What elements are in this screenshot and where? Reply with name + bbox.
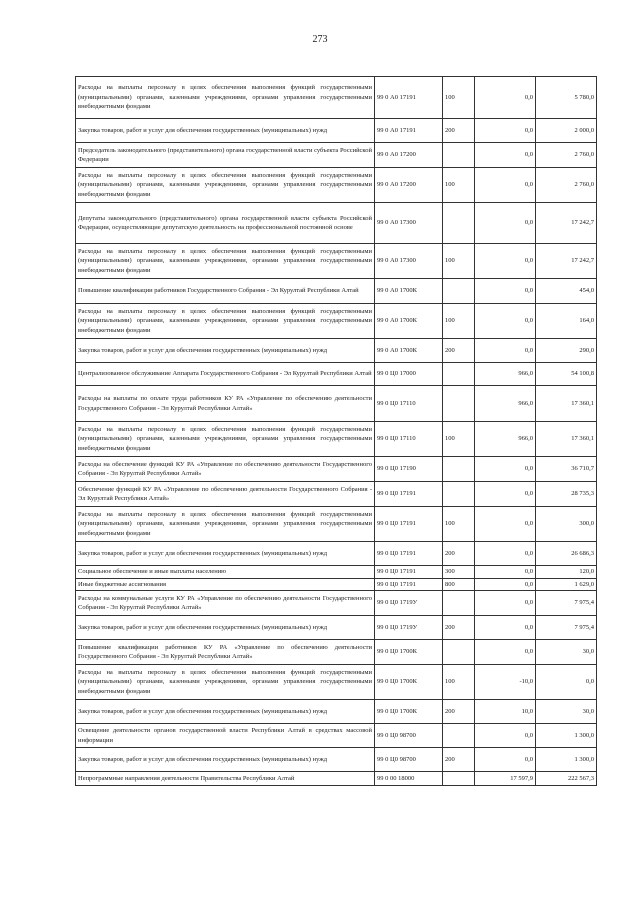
- target-code-cell: 99 0 Ц0 98700: [375, 724, 443, 748]
- expense-type-cell: 100: [443, 507, 475, 542]
- expense-name-cell: Централизованное обслуживание Аппарата Государственного Собрания - Эл Курултай Республики Алтай: [76, 363, 375, 386]
- expense-name-cell: Повышение квалификации работников Государственного Собрания - Эл Курултай Республики Алтай: [76, 279, 375, 304]
- change-amount-cell: 0,0: [475, 507, 536, 542]
- expense-type-cell: 100: [443, 168, 475, 203]
- expense-name-cell: Председатель законодательного (представительного) органа государственной власти субъекта Российской Федерации: [76, 143, 375, 168]
- total-amount-cell: 17 360,1: [536, 386, 597, 422]
- expense-name-cell: Иные бюджетные ассигнования: [76, 578, 375, 591]
- expense-type-cell: 100: [443, 422, 475, 457]
- target-code-cell: 99 0 Ц0 1719У: [375, 616, 443, 640]
- target-code-cell: 99 0 А0 17300: [375, 244, 443, 279]
- total-amount-cell: 2 000,0: [536, 119, 597, 143]
- target-code-cell: 99 0 Ц0 1700К: [375, 665, 443, 700]
- expense-type-cell: [443, 143, 475, 168]
- expense-name-cell: Расходы на обеспечение функций КУ РА «Управление по обеспечению деятельности Государственного Собрания - Эл Курултай Республики Алтай»: [76, 457, 375, 482]
- change-amount-cell: 0,0: [475, 339, 536, 363]
- expense-name-cell: Расходы на выплаты персоналу в целях обеспечения выполнения функций государственными (муниципальными) органами, казенными учреждениями, органами управления государственными внебюджетными фондами: [76, 244, 375, 279]
- expense-name-cell: Закупка товаров, работ и услуг для обеспечения государственных (муниципальных) нужд: [76, 616, 375, 640]
- expense-name-cell: Закупка товаров, работ и услуг для обеспечения государственных (муниципальных) нужд: [76, 119, 375, 143]
- change-amount-cell: 10,0: [475, 700, 536, 724]
- target-code-cell: 99 0 Ц0 1700К: [375, 640, 443, 665]
- target-code-cell: 99 0 Ц0 17190: [375, 457, 443, 482]
- total-amount-cell: 17 360,1: [536, 422, 597, 457]
- table-row: [76, 339, 597, 363]
- table-row: [76, 304, 597, 339]
- expense-name-cell: Непрограммные направления деятельности Правительства Республики Алтай: [76, 772, 375, 786]
- expense-type-cell: [443, 640, 475, 665]
- total-amount-cell: 30,0: [536, 700, 597, 724]
- table-row: [76, 482, 597, 507]
- total-amount-cell: 17 242,7: [536, 244, 597, 279]
- expense-type-cell: [443, 772, 475, 786]
- target-code-cell: 99 0 Ц0 17000: [375, 363, 443, 386]
- table-row: [76, 542, 597, 566]
- table-row: [76, 578, 597, 591]
- total-amount-cell: 36 710,7: [536, 457, 597, 482]
- expense-name-cell: Освещение деятельности органов государственной власти Республики Алтай в средствах массовой информации: [76, 724, 375, 748]
- expense-type-cell: [443, 279, 475, 304]
- expense-type-cell: 800: [443, 578, 475, 591]
- change-amount-cell: 0,0: [475, 482, 536, 507]
- expense-name-cell: Расходы на выплаты персоналу в целях обеспечения выполнения функций государственными (муниципальными) органами, казенными учреждениями, органами управления государственными внебюджетными фондами: [76, 304, 375, 339]
- table-row: [76, 665, 597, 700]
- change-amount-cell: 966,0: [475, 386, 536, 422]
- change-amount-cell: 0,0: [475, 119, 536, 143]
- change-amount-cell: 0,0: [475, 304, 536, 339]
- expense-type-cell: [443, 386, 475, 422]
- change-amount-cell: 0,0: [475, 457, 536, 482]
- expense-type-cell: [443, 482, 475, 507]
- target-code-cell: 99 0 Ц0 17191: [375, 542, 443, 566]
- change-amount-cell: 17 597,9: [475, 772, 536, 786]
- table-row: [76, 168, 597, 203]
- table-row: [76, 724, 597, 748]
- expense-name-cell: Закупка товаров, работ и услуг для обеспечения государственных (муниципальных) нужд: [76, 339, 375, 363]
- change-amount-cell: 0,0: [475, 578, 536, 591]
- expense-type-cell: 100: [443, 244, 475, 279]
- total-amount-cell: 0,0: [536, 665, 597, 700]
- table-row: [76, 386, 597, 422]
- expense-type-cell: 200: [443, 542, 475, 566]
- total-amount-cell: 120,0: [536, 566, 597, 579]
- expense-type-cell: 200: [443, 616, 475, 640]
- total-amount-cell: 7 975,4: [536, 591, 597, 616]
- target-code-cell: 99 0 А0 17200: [375, 168, 443, 203]
- total-amount-cell: 26 686,3: [536, 542, 597, 566]
- budget-table: [75, 76, 597, 786]
- change-amount-cell: 0,0: [475, 279, 536, 304]
- change-amount-cell: 0,0: [475, 168, 536, 203]
- table-row: [76, 640, 597, 665]
- total-amount-cell: 290,0: [536, 339, 597, 363]
- change-amount-cell: 0,0: [475, 616, 536, 640]
- expense-name-cell: Расходы на выплаты персоналу в целях обеспечения выполнения функций государственными (муниципальными) органами, казенными учреждениями, органами управления государственными внебюджетными фондами: [76, 665, 375, 700]
- change-amount-cell: 966,0: [475, 363, 536, 386]
- total-amount-cell: 2 760,0: [536, 143, 597, 168]
- expense-type-cell: 100: [443, 304, 475, 339]
- expense-name-cell: Закупка товаров, работ и услуг для обеспечения государственных (муниципальных) нужд: [76, 700, 375, 724]
- expense-name-cell: Расходы на выплаты персоналу в целях обеспечения выполнения функций государственными (муниципальными) органами, казенными учреждениями, органами управления государственными внебюджетными фондами: [76, 507, 375, 542]
- page-number: 273: [312, 34, 328, 45]
- expense-type-cell: 200: [443, 339, 475, 363]
- target-code-cell: 99 0 Ц0 17191: [375, 482, 443, 507]
- target-code-cell: 99 0 А0 17191: [375, 119, 443, 143]
- total-amount-cell: 1 300,0: [536, 748, 597, 772]
- expense-name-cell: Закупка товаров, работ и услуг для обеспечения государственных (муниципальных) нужд: [76, 748, 375, 772]
- target-code-cell: 99 0 Ц0 17191: [375, 566, 443, 579]
- target-code-cell: 99 0 Ц0 17110: [375, 422, 443, 457]
- expense-type-cell: 100: [443, 77, 475, 119]
- total-amount-cell: 7 975,4: [536, 616, 597, 640]
- table-row: [76, 591, 597, 616]
- table-row: [76, 748, 597, 772]
- expense-type-cell: 200: [443, 748, 475, 772]
- target-code-cell: 99 0 А0 17300: [375, 203, 443, 244]
- total-amount-cell: 300,0: [536, 507, 597, 542]
- target-code-cell: 99 0 Ц0 17110: [375, 386, 443, 422]
- expense-type-cell: [443, 203, 475, 244]
- table-row: [76, 119, 597, 143]
- expense-name-cell: Расходы на выплаты персоналу в целях обеспечения выполнения функций государственными (муниципальными) органами, казенными учреждениями, органами управления государственными внебюджетными фондами: [76, 422, 375, 457]
- total-amount-cell: 1 629,0: [536, 578, 597, 591]
- table-row: [76, 363, 597, 386]
- total-amount-cell: 454,0: [536, 279, 597, 304]
- table-row: [76, 457, 597, 482]
- change-amount-cell: 0,0: [475, 724, 536, 748]
- total-amount-cell: 222 567,3: [536, 772, 597, 786]
- table-row: [76, 279, 597, 304]
- change-amount-cell: 0,0: [475, 748, 536, 772]
- expense-name-cell: Обеспечение функций КУ РА «Управление по обеспечению деятельности Государственного Собрания - Эл Курултай Республики Алтай»: [76, 482, 375, 507]
- change-amount-cell: 0,0: [475, 203, 536, 244]
- change-amount-cell: 966,0: [475, 422, 536, 457]
- table-row: [76, 244, 597, 279]
- expense-type-cell: 100: [443, 665, 475, 700]
- expense-name-cell: Расходы на коммунальные услуги КУ РА «Управление по обеспечению деятельности Государственного Собрания - Эл Курултай Республики Алтай»: [76, 591, 375, 616]
- target-code-cell: 99 0 Ц0 1719У: [375, 591, 443, 616]
- expense-type-cell: [443, 363, 475, 386]
- table-row: [76, 566, 597, 579]
- table-row: [76, 422, 597, 457]
- expense-type-cell: 200: [443, 700, 475, 724]
- target-code-cell: 99 0 Ц0 17191: [375, 578, 443, 591]
- target-code-cell: 99 0 А0 17200: [375, 143, 443, 168]
- expense-type-cell: 200: [443, 119, 475, 143]
- target-code-cell: 99 0 Ц0 98700: [375, 748, 443, 772]
- table-row: [76, 143, 597, 168]
- total-amount-cell: 164,0: [536, 304, 597, 339]
- target-code-cell: 99 0 Ц0 17191: [375, 507, 443, 542]
- target-code-cell: 99 0 А0 1700К: [375, 339, 443, 363]
- target-code-cell: 99 0 А0 17191: [375, 77, 443, 119]
- expense-name-cell: Расходы на выплаты персоналу в целях обеспечения выполнения функций государственными (муниципальными) органами, казенными учреждениями, органами управления государственными внебюджетными фондами: [76, 77, 375, 119]
- target-code-cell: 99 0 Ц0 1700К: [375, 700, 443, 724]
- target-code-cell: 99 0 А0 1700К: [375, 304, 443, 339]
- total-amount-cell: 5 780,0: [536, 77, 597, 119]
- total-amount-cell: 30,0: [536, 640, 597, 665]
- expense-type-cell: [443, 591, 475, 616]
- total-amount-cell: 54 100,8: [536, 363, 597, 386]
- table-row: [76, 772, 597, 786]
- total-amount-cell: 28 735,3: [536, 482, 597, 507]
- target-code-cell: 99 0 А0 1700К: [375, 279, 443, 304]
- expense-name-cell: Депутаты законодательного (представительного) органа государственной власти субъекта Российской Федерации, осуществляющие депутатскую деятельность на профессиональной постоянной основе: [76, 203, 375, 244]
- expense-type-cell: [443, 457, 475, 482]
- target-code-cell: 99 0 00 18000: [375, 772, 443, 786]
- change-amount-cell: -10,0: [475, 665, 536, 700]
- change-amount-cell: 0,0: [475, 566, 536, 579]
- change-amount-cell: 0,0: [475, 542, 536, 566]
- total-amount-cell: 1 300,0: [536, 724, 597, 748]
- change-amount-cell: 0,0: [475, 640, 536, 665]
- table-row: [76, 77, 597, 119]
- expense-type-cell: [443, 724, 475, 748]
- expense-name-cell: Повышение квалификации работников КУ РА «Управление по обеспечению деятельности Государственного Собрания - Эл Курултай Республики Алтай»: [76, 640, 375, 665]
- change-amount-cell: 0,0: [475, 591, 536, 616]
- table-row: [76, 203, 597, 244]
- change-amount-cell: 0,0: [475, 143, 536, 168]
- change-amount-cell: 0,0: [475, 77, 536, 119]
- expense-type-cell: 300: [443, 566, 475, 579]
- budget-table-body: [76, 77, 597, 786]
- table-row: [76, 616, 597, 640]
- change-amount-cell: 0,0: [475, 244, 536, 279]
- total-amount-cell: 17 242,7: [536, 203, 597, 244]
- expense-name-cell: Социальное обеспечение и иные выплаты населению: [76, 566, 375, 579]
- table-row: [76, 700, 597, 724]
- expense-name-cell: Закупка товаров, работ и услуг для обеспечения государственных (муниципальных) нужд: [76, 542, 375, 566]
- expense-name-cell: Расходы на выплаты персоналу в целях обеспечения выполнения функций государственными (муниципальными) органами, казенными учреждениями, органами управления государственными внебюджетными фондами: [76, 168, 375, 203]
- expense-name-cell: Расходы на выплаты по оплате труда работников КУ РА «Управление по обеспечению деятельности Государственного Собрания - Эл Курултай Республики Алтай»: [76, 386, 375, 422]
- total-amount-cell: 2 760,0: [536, 168, 597, 203]
- table-row: [76, 507, 597, 542]
